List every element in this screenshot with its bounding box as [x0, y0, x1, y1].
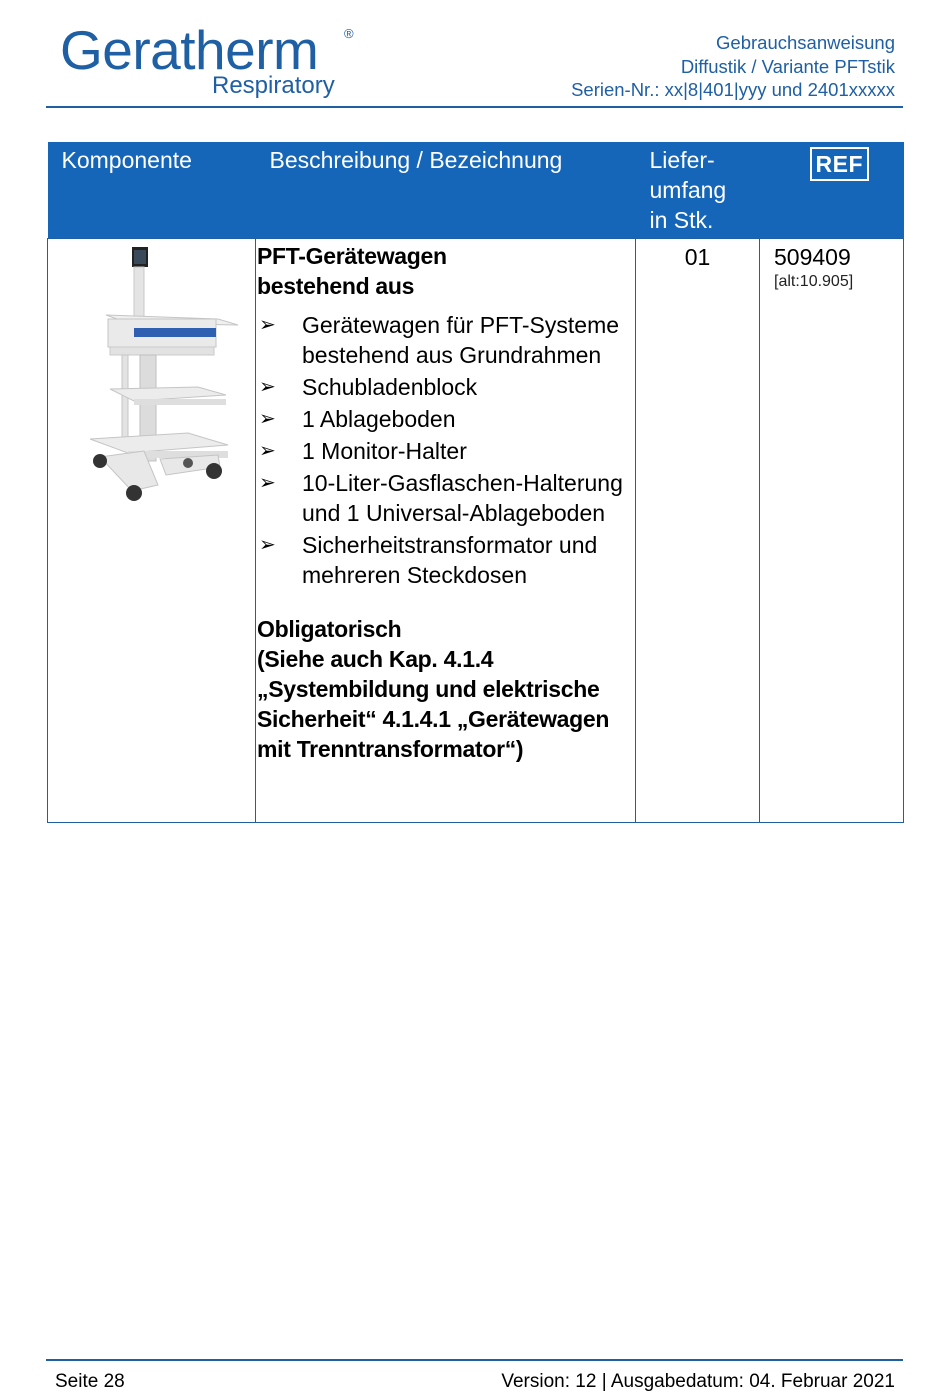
- ref-alt-number: [alt:10.905]: [774, 273, 854, 290]
- component-description-cell: [256, 239, 636, 823]
- note-line4: Sicherheit“ 4.1.4.1 „Gerätewagen: [257, 706, 610, 732]
- col-header-quantity: [636, 142, 760, 239]
- page-number: Seite 28: [55, 1371, 125, 1392]
- logo-brand: Geratherm: [60, 19, 319, 81]
- list-item-text: Schubladenblock: [302, 374, 478, 400]
- col-header-description: Beschreibung / Bezeichnung: [256, 142, 636, 239]
- quantity-value: 01: [684, 244, 711, 270]
- version-info: Version: 12 | Ausgabedatum: 04. Februar 2021: [501, 1371, 895, 1392]
- company-logo: [60, 20, 370, 105]
- ref-cell: [760, 239, 904, 823]
- arrow-bullet-icon: ➢: [259, 408, 276, 430]
- list-item: [257, 436, 633, 466]
- list-item: [257, 404, 633, 434]
- list-item: [257, 372, 633, 402]
- list-item-text: Sicherheitstransformator und mehreren Steckdosen: [302, 532, 598, 588]
- list-item-text: Gerätewagen für PFT-Systeme bestehend aus Grundrahmen: [302, 312, 620, 368]
- arrow-bullet-icon: ➢: [259, 376, 276, 398]
- mandatory-note: [257, 614, 633, 764]
- table-row: [48, 239, 904, 823]
- list-item: [257, 468, 633, 528]
- note-line2: (Siehe auch Kap. 4.1.4: [257, 646, 494, 672]
- list-item: [257, 310, 633, 370]
- qty-header-line3: in Stk.: [649, 207, 714, 233]
- title-line2: bestehend aus: [257, 273, 415, 299]
- logo-registered-mark: ®: [344, 26, 354, 41]
- list-item-text: 1 Ablageboden: [302, 406, 456, 432]
- table-header-row: [48, 142, 904, 239]
- header-product: Diffustik / Variante PFTstik: [680, 55, 895, 77]
- arrow-bullet-icon: ➢: [259, 472, 276, 494]
- footer-divider: [46, 1359, 903, 1361]
- note-line3: „Systembildung und elektrische: [257, 676, 600, 702]
- ref-number: 509409: [774, 244, 851, 270]
- list-item-text: 1 Monitor-Halter: [302, 438, 467, 464]
- note-line5: mit Trenntransformator“): [257, 736, 524, 762]
- col-header-ref: [760, 142, 904, 239]
- component-table: [47, 142, 904, 823]
- arrow-bullet-icon: ➢: [259, 314, 276, 336]
- logo-subtitle: Respiratory: [212, 72, 335, 99]
- note-line1: Obligatorisch: [257, 616, 402, 642]
- ref-symbol: REF: [810, 147, 870, 181]
- document-header-info: [571, 31, 895, 102]
- component-title: [257, 241, 633, 301]
- arrow-bullet-icon: ➢: [259, 440, 276, 462]
- quantity-cell: [636, 239, 760, 823]
- list-item: [257, 530, 633, 590]
- title-line1: PFT-Gerätewagen: [257, 243, 447, 269]
- qty-header-line1: Liefer-: [649, 147, 715, 173]
- arrow-bullet-icon: ➢: [259, 534, 276, 556]
- header-divider: [46, 106, 903, 108]
- component-items-list: [257, 310, 633, 590]
- header-serial: Serien-Nr.: xx|8|401|yyy und 2401xxxxx: [571, 79, 895, 100]
- header-doc-type: Gebrauchsanweisung: [716, 32, 895, 53]
- list-item-text: 10-Liter-Gasflaschen-Halterung und 1 Universal-Ablageboden: [302, 470, 623, 526]
- col-header-component: Komponente: [48, 142, 256, 239]
- device-cart-image: [48, 239, 253, 519]
- qty-header-line2: umfang: [649, 177, 727, 203]
- component-image-cell: [48, 239, 256, 823]
